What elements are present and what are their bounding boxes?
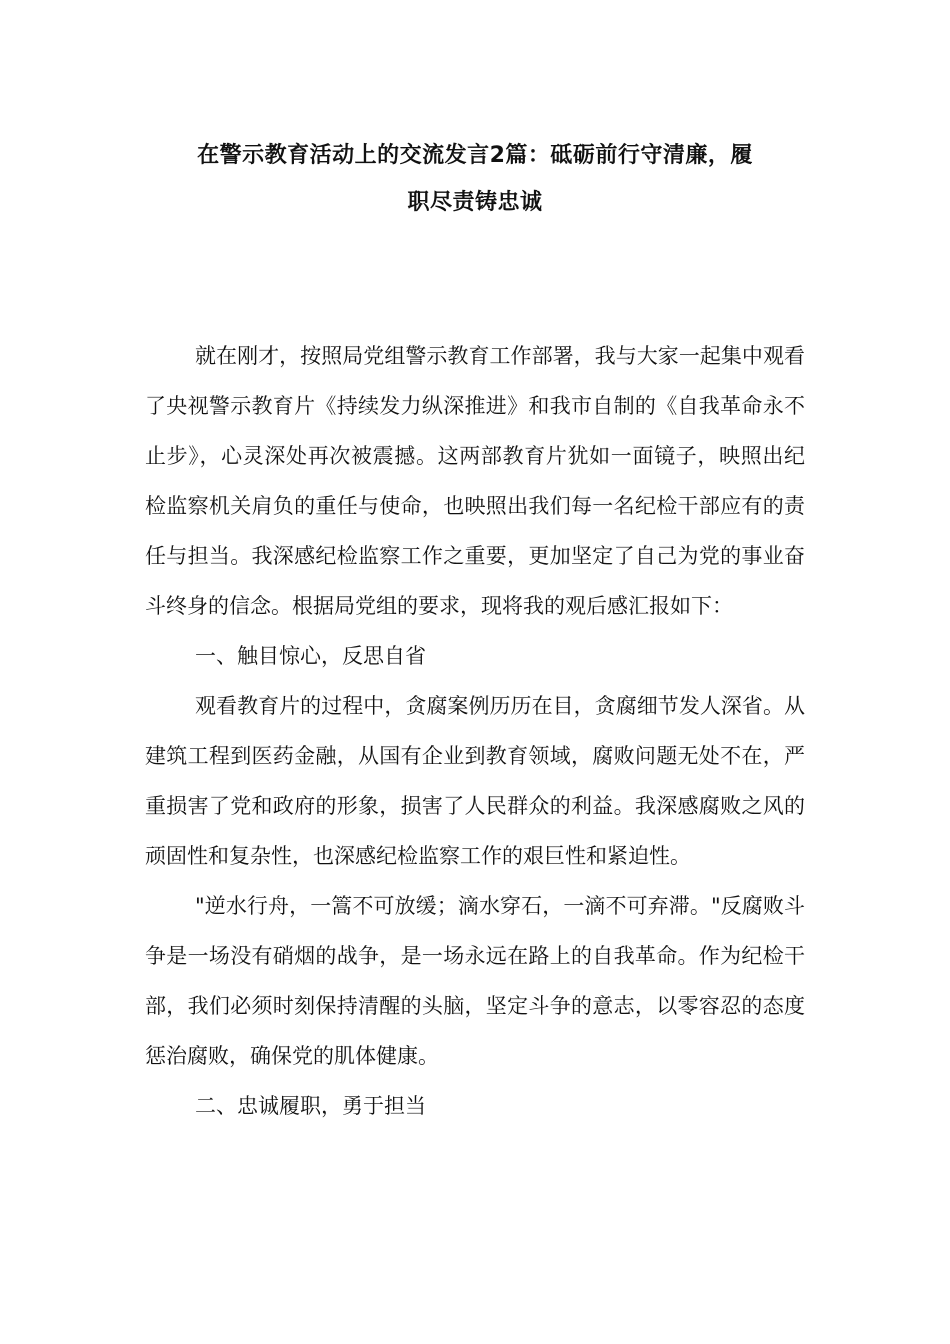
section-heading-1: 一、触目惊心，反思自省 <box>195 644 426 668</box>
paragraph-section-1a: 观看教育片的过程中，贪腐案例历历在目，贪腐细节发人深省。从建筑工程到医药金融，从国有企业到教育领域，腐败问题无处不在，严重损害了党和政府的形象，损害了人民群众的利益。我深感腐败之风的顽固性和复杂性，也深感纪检监察工作的艰巨性和紧迫性。 <box>145 694 805 868</box>
paragraph-intro: 就在刚才，按照局党组警示教育工作部署，我与大家一起集中观看了央视警示教育片《持续发力纵深推进》和我市自制的《自我革命永不止步》，心灵深处再次被震撼。这两部教育片犹如一面镜子，映照出纪检监察机关肩负的重任与使命，也映照出我们每一名纪检干部应有的责任与担当。我深感纪检监察工作之重要，更加坚定了自己为党的事业奋斗终身的信念。根据局党组的要求，现将我的观后感汇报如下： <box>145 344 805 618</box>
document-body <box>145 331 805 1131</box>
paragraph-section-1b: "逆水行舟，一篙不可放缓；滴水穿石，一滴不可弃滞。"反腐败斗争是一场没有硝烟的战争，是一场永远在路上的自我革命。作为纪检干部，我们必须时刻保持清醒的头脑，坚定斗争的意志，以零容忍的态度惩治腐败，确保党的肌体健康。 <box>145 894 805 1068</box>
document-title-line-2: 职尽责铸忠诚 <box>407 190 543 215</box>
section-heading-2: 二、忠诚履职，勇于担当 <box>195 1094 426 1118</box>
document-title-line-1: 在警示教育活动上的交流发言2篇：砥砺前行守清廉，履 <box>197 143 753 168</box>
